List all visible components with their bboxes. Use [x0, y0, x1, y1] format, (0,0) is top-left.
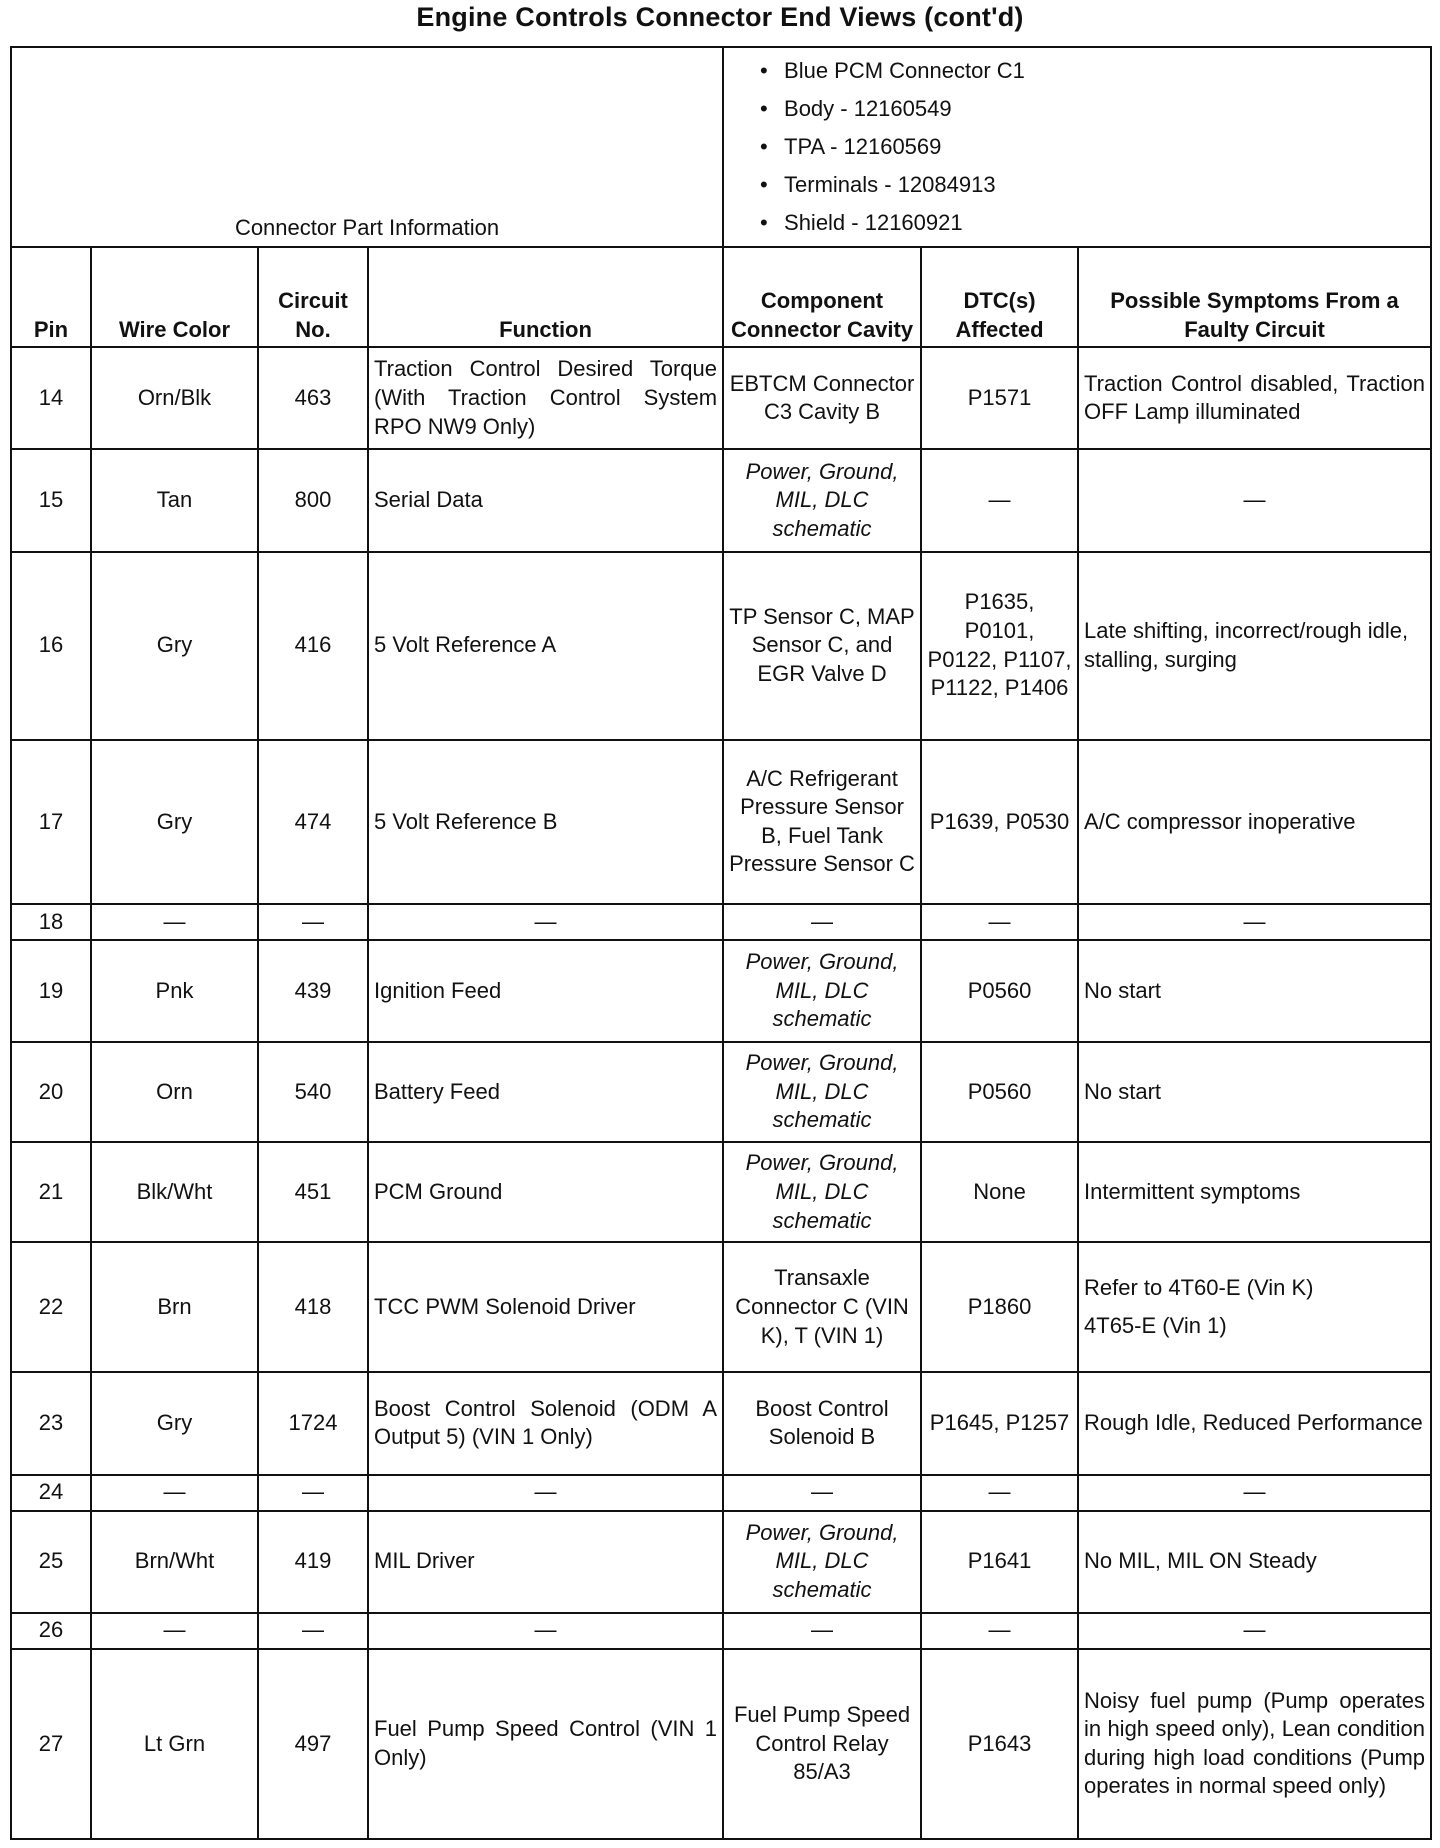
wire-color-cell: Gry — [91, 740, 258, 904]
wire-color-cell: — — [91, 904, 258, 940]
cavity-cell: Power, Ground, MIL, DLC schematic — [723, 1142, 921, 1242]
table-row — [11, 740, 1431, 904]
header-function: Function — [368, 247, 723, 347]
header-symptoms: Possible Symptoms From a Faulty Circuit — [1078, 247, 1431, 347]
part-info-row — [11, 47, 1431, 247]
part-info-item: • TPA - 12160569 — [760, 128, 1420, 166]
circuit-cell: 497 — [258, 1649, 368, 1839]
wire-color-cell: Pnk — [91, 940, 258, 1042]
table-row — [11, 1042, 1431, 1142]
function-cell: Boost Control Solenoid (ODM A Output 5) (VIN 1 Only) — [368, 1372, 723, 1474]
cavity-cell: Transaxle Connector C (VIN K), T (VIN 1) — [723, 1242, 921, 1372]
table-row — [11, 552, 1431, 740]
wire-color-cell: Tan — [91, 449, 258, 551]
table-row — [11, 347, 1431, 449]
pin-cell: 22 — [11, 1242, 91, 1372]
table-row — [11, 1649, 1431, 1839]
dtc-cell: None — [921, 1142, 1078, 1242]
function-cell: 5 Volt Reference A — [368, 552, 723, 740]
symptoms-cell: — — [1078, 1475, 1431, 1511]
circuit-cell: — — [258, 904, 368, 940]
function-cell: TCC PWM Solenoid Driver — [368, 1242, 723, 1372]
circuit-cell: 800 — [258, 449, 368, 551]
page-title: Engine Controls Connector End Views (cont'd) — [416, 2, 1024, 32]
symptoms-cell: No MIL, MIL ON Steady — [1078, 1511, 1431, 1613]
dtc-cell: P1860 — [921, 1242, 1078, 1372]
cavity-cell: EBTCM Connector C3 Cavity B — [723, 347, 921, 449]
part-info-item: • Body - 12160549 — [760, 90, 1420, 128]
circuit-cell: — — [258, 1475, 368, 1511]
table-row — [11, 1613, 1431, 1649]
cavity-cell: — — [723, 1613, 921, 1649]
pin-cell: 23 — [11, 1372, 91, 1474]
header-pin: Pin — [11, 247, 91, 347]
dtc-cell: P1641 — [921, 1511, 1078, 1613]
cavity-cell: TP Sensor C, MAP Sensor C, and EGR Valve D — [723, 552, 921, 740]
cavity-cell: Boost Control Solenoid B — [723, 1372, 921, 1474]
circuit-cell: 451 — [258, 1142, 368, 1242]
table-row — [11, 1475, 1431, 1511]
wire-color-cell: Orn/Blk — [91, 347, 258, 449]
function-cell: — — [368, 1613, 723, 1649]
symptoms-cell: — — [1078, 449, 1431, 551]
dtc-cell: — — [921, 904, 1078, 940]
dtc-cell: P0560 — [921, 940, 1078, 1042]
cavity-cell: Power, Ground, MIL, DLC schematic — [723, 1511, 921, 1613]
circuit-cell: 463 — [258, 347, 368, 449]
function-cell: Fuel Pump Speed Control (VIN 1 Only) — [368, 1649, 723, 1839]
symptoms-cell: No start — [1078, 1042, 1431, 1142]
cavity-cell: Power, Ground, MIL, DLC schematic — [723, 940, 921, 1042]
cavity-cell: — — [723, 904, 921, 940]
pin-cell: 17 — [11, 740, 91, 904]
pin-cell: 26 — [11, 1613, 91, 1649]
dtc-cell: — — [921, 1475, 1078, 1511]
symptoms-line: 4T65-E (Vin 1) — [1084, 1313, 1227, 1339]
pin-cell: 14 — [11, 347, 91, 449]
table-row — [11, 904, 1431, 940]
table-row — [11, 1372, 1431, 1474]
pin-cell: 20 — [11, 1042, 91, 1142]
dtc-cell: P0560 — [921, 1042, 1078, 1142]
wire-color-cell: Gry — [91, 552, 258, 740]
circuit-cell: 419 — [258, 1511, 368, 1613]
cavity-cell: Fuel Pump Speed Control Relay 85/A3 — [723, 1649, 921, 1839]
circuit-cell: 416 — [258, 552, 368, 740]
function-cell: PCM Ground — [368, 1142, 723, 1242]
symptoms-cell: Noisy fuel pump (Pump operates in high speed only), Lean condition during high load conditions (Pump operates in normal speed only) — [1078, 1649, 1431, 1839]
wire-color-cell: Brn — [91, 1242, 258, 1372]
pin-cell: 19 — [11, 940, 91, 1042]
table-row — [11, 1242, 1431, 1372]
wire-color-cell: — — [91, 1613, 258, 1649]
symptoms-cell — [1078, 1242, 1431, 1372]
table-row — [11, 1511, 1431, 1613]
function-cell: — — [368, 904, 723, 940]
circuit-cell: 1724 — [258, 1372, 368, 1474]
part-info-item: • Blue PCM Connector C1 — [760, 52, 1420, 90]
dtc-cell: — — [921, 449, 1078, 551]
symptoms-cell: Rough Idle, Reduced Performance — [1078, 1372, 1431, 1474]
pin-cell: 16 — [11, 552, 91, 740]
header-wire-color: Wire Color — [91, 247, 258, 347]
function-cell: 5 Volt Reference B — [368, 740, 723, 904]
circuit-cell: — — [258, 1613, 368, 1649]
dtc-cell: P1639, P0530 — [921, 740, 1078, 904]
table-row — [11, 940, 1431, 1042]
dtc-cell: P1635, P0101, P0122, P1107, P1122, P1406 — [921, 552, 1078, 740]
symptoms-cell: — — [1078, 904, 1431, 940]
wire-color-cell: Orn — [91, 1042, 258, 1142]
circuit-cell: 418 — [258, 1242, 368, 1372]
pin-cell: 15 — [11, 449, 91, 551]
dtc-cell: — — [921, 1613, 1078, 1649]
symptoms-cell: Intermittent symptoms — [1078, 1142, 1431, 1242]
dtc-cell: P1645, P1257 — [921, 1372, 1078, 1474]
part-info-item: • Shield - 12160921 — [760, 204, 1420, 242]
function-cell: Traction Control Desired Torque (With Traction Control System RPO NW9 Only) — [368, 347, 723, 449]
table-row — [11, 449, 1431, 551]
part-info-list — [723, 47, 1431, 247]
header-dtc: DTC(s) Affected — [921, 247, 1078, 347]
symptoms-cell: No start — [1078, 940, 1431, 1042]
circuit-cell: 439 — [258, 940, 368, 1042]
header-circuit-no: Circuit No. — [258, 247, 368, 347]
pin-cell: 24 — [11, 1475, 91, 1511]
cavity-cell: Power, Ground, MIL, DLC schematic — [723, 449, 921, 551]
function-cell: MIL Driver — [368, 1511, 723, 1613]
wire-color-cell: Blk/Wht — [91, 1142, 258, 1242]
part-info-item: • Terminals - 12084913 — [760, 166, 1420, 204]
symptoms-line: Refer to 4T60-E (Vin K) — [1084, 1275, 1314, 1301]
function-cell: Serial Data — [368, 449, 723, 551]
wire-color-cell: Brn/Wht — [91, 1511, 258, 1613]
wire-color-cell: — — [91, 1475, 258, 1511]
pin-cell: 18 — [11, 904, 91, 940]
circuit-cell: 540 — [258, 1042, 368, 1142]
wire-color-cell: Lt Grn — [91, 1649, 258, 1839]
header-cavity: Component Connector Cavity — [723, 247, 921, 347]
symptoms-cell: Late shifting, incorrect/rough idle, stalling, surging — [1078, 552, 1431, 740]
cavity-cell: — — [723, 1475, 921, 1511]
function-cell: Battery Feed — [368, 1042, 723, 1142]
symptoms-cell: — — [1078, 1613, 1431, 1649]
part-info-label: Connector Part Information — [11, 47, 723, 247]
header-row — [11, 247, 1431, 347]
dtc-cell: P1571 — [921, 347, 1078, 449]
symptoms-cell: Traction Control disabled, Traction OFF Lamp illuminated — [1078, 347, 1431, 449]
function-cell: Ignition Feed — [368, 940, 723, 1042]
cavity-cell: Power, Ground, MIL, DLC schematic — [723, 1042, 921, 1142]
cavity-cell: A/C Refrigerant Pressure Sensor B, Fuel Tank Pressure Sensor C — [723, 740, 921, 904]
circuit-cell: 474 — [258, 740, 368, 904]
dtc-cell: P1643 — [921, 1649, 1078, 1839]
function-cell: — — [368, 1475, 723, 1511]
pin-cell: 21 — [11, 1142, 91, 1242]
table-row — [11, 1142, 1431, 1242]
symptoms-cell: A/C compressor inoperative — [1078, 740, 1431, 904]
pin-cell: 25 — [11, 1511, 91, 1613]
pin-cell: 27 — [11, 1649, 91, 1839]
connector-table — [10, 46, 1432, 1840]
wire-color-cell: Gry — [91, 1372, 258, 1474]
